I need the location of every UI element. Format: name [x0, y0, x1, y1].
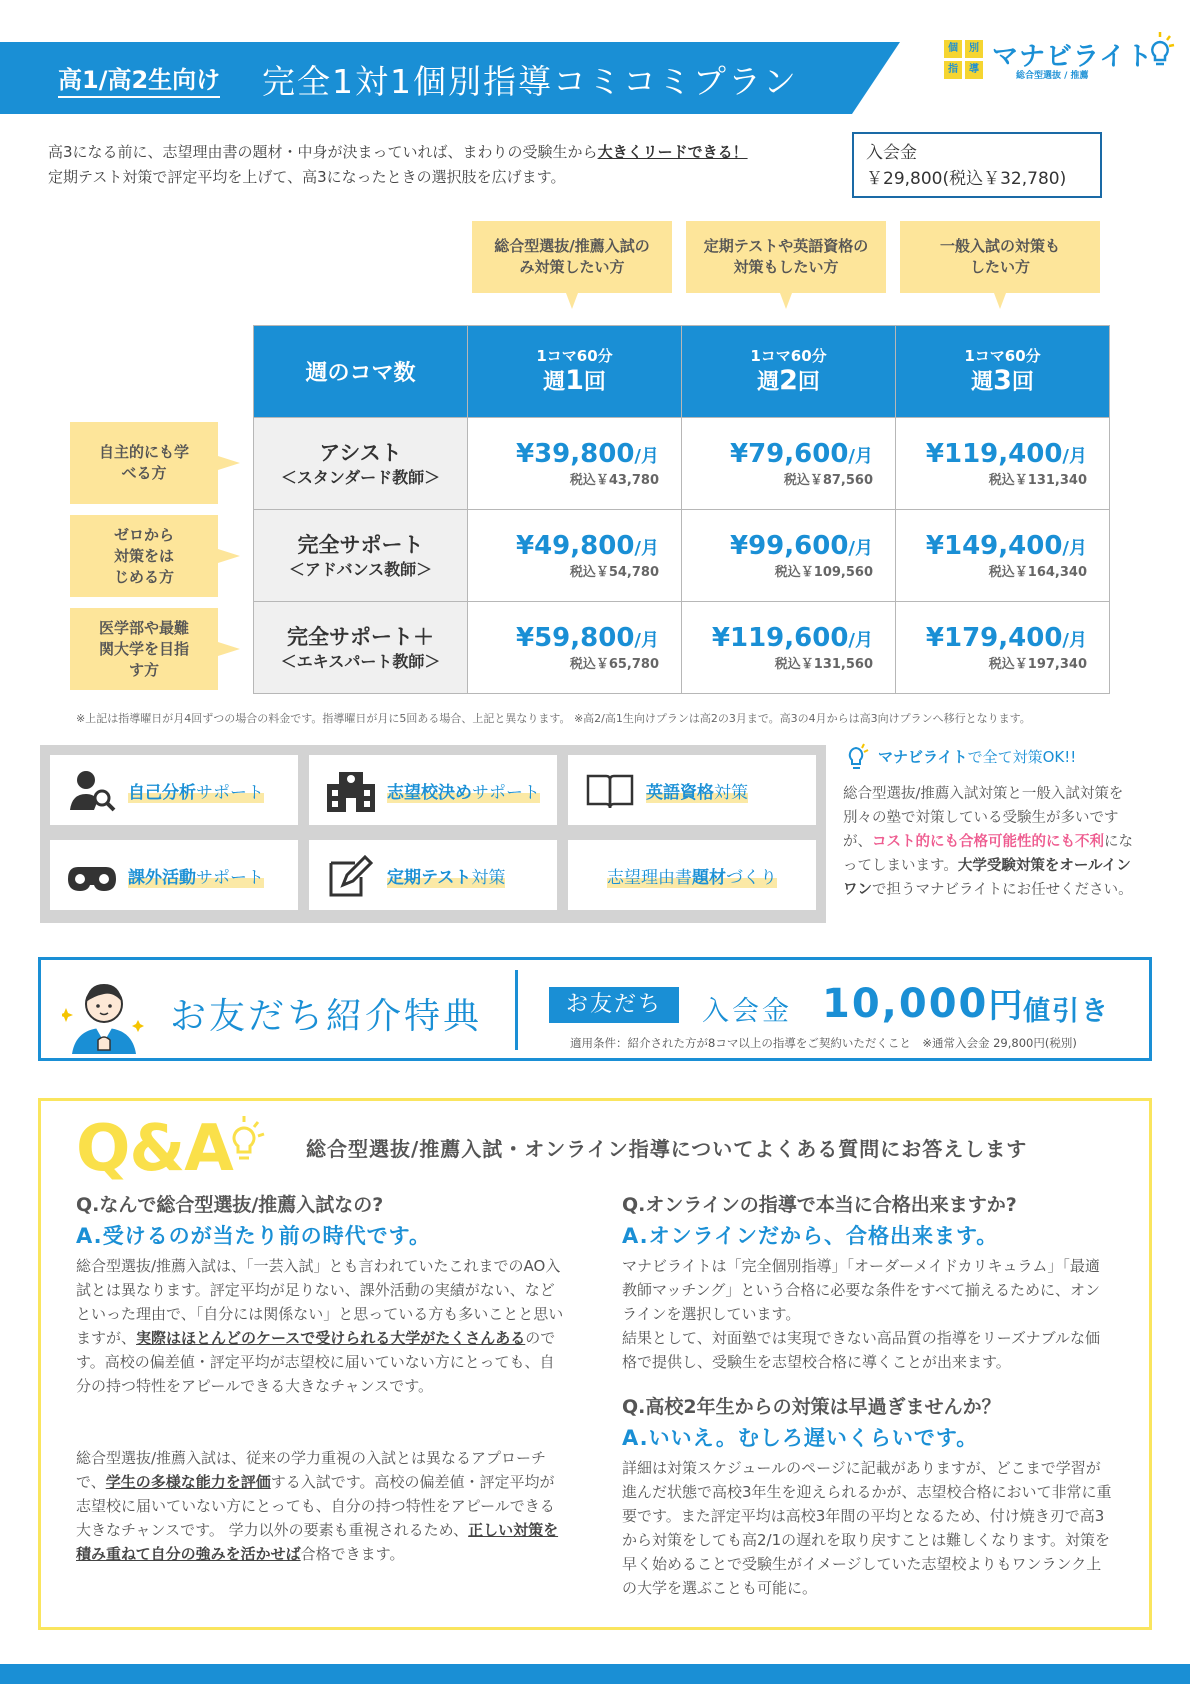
week-count: 3	[993, 364, 1012, 396]
side-text-bold: 大学受験対策をオールインワン	[843, 858, 1131, 898]
lightbulb-icon	[846, 740, 870, 772]
qa-heading: 総合型選抜/推薦入試・オンライン指導についてよくある質問にお答えします	[306, 1137, 1028, 1161]
column-callout	[900, 221, 1100, 293]
feature-label-rest: づくり	[726, 867, 777, 888]
qa-text: 総合型選抜/推薦入試は、従来の学力重視の入試とは異なるアプローチで、	[76, 1449, 547, 1491]
per-month: /月	[848, 630, 873, 651]
plan-name: 完全サポート＋	[287, 624, 434, 649]
price-tax: 税込￥164,340	[988, 565, 1087, 580]
brand-logo	[944, 32, 1174, 82]
price-tax: 税込￥131,560	[774, 657, 873, 672]
feature-extracurricular	[50, 840, 298, 910]
entrance-fee-value: ￥29,800(税込￥32,780)	[866, 169, 1067, 189]
book-icon	[582, 766, 638, 814]
week-label: 週	[971, 369, 994, 395]
per-month: /月	[1062, 446, 1087, 467]
price-tax: 税込￥131,340	[988, 473, 1087, 488]
feature-label	[128, 863, 264, 888]
price	[682, 622, 873, 657]
qa-text: のです。高校の偏差値・評定平均が志望校に届いていない方にとっても、自分の持つ特性をアピールできる大きなチャンスです。	[76, 1329, 556, 1395]
feature-statement-topic	[568, 840, 816, 910]
entrance-fee-box	[852, 132, 1102, 198]
plan-teacher: ＜エキスパート教師＞	[280, 651, 441, 671]
referral-divider	[515, 970, 518, 1050]
binoculars-icon	[64, 851, 120, 899]
price-cell	[682, 510, 896, 602]
price-value: ¥59,800	[516, 623, 635, 653]
side-heading	[878, 746, 1076, 767]
plan-name: アシスト	[319, 440, 402, 465]
price-tax: 税込￥65,780	[569, 657, 659, 672]
column-callout-text: 総合型選抜/推薦入試のみ対策したい方	[494, 237, 650, 276]
table-header-row	[254, 326, 1110, 418]
footer-bar	[0, 1664, 1190, 1684]
side-text: 総合型選抜/推薦入試対策と一般入試対策を別々の塾で対策している受験生が多いですが、	[843, 786, 1124, 850]
intro-text	[48, 140, 848, 190]
row-callout	[70, 608, 218, 690]
lightbulb-icon	[226, 1114, 268, 1168]
plan-cell	[254, 510, 468, 602]
table-corner	[254, 326, 468, 418]
week-label: 週	[543, 369, 566, 395]
price-value: ¥119,600	[711, 623, 849, 653]
referral-condition: 適用条件：紹介された方が8コマ以上の指導をご契約いただくこと ※通常入会金 29,800円(税別)	[570, 1036, 1077, 1050]
logo-tagline: 総合型選抜 / 推薦	[1016, 71, 1089, 81]
qa-text-underline: 実際はほとんどのケースで受けられる大学がたくさんある	[136, 1329, 526, 1347]
feature-label	[128, 778, 264, 803]
feature-label-rest: サポート	[196, 782, 264, 803]
per-month: /月	[1062, 630, 1087, 651]
qa-answer: A.受けるのが当たり前の時代です。	[76, 1224, 431, 1248]
table-row	[254, 602, 1110, 694]
column-frequency	[682, 366, 895, 398]
price-cell	[468, 602, 682, 694]
column-header	[468, 326, 682, 418]
building-icon	[323, 766, 379, 814]
column-unit: 1コマ60分	[964, 346, 1041, 365]
feature-label-bold: 自己分析	[128, 782, 196, 803]
column-header	[682, 326, 896, 418]
referral-discount: 値引き	[1023, 996, 1110, 1027]
side-text: で担うマナビライトにお任せください。	[872, 882, 1133, 898]
feature-regular-test	[309, 840, 557, 910]
price-cell	[896, 418, 1110, 510]
per-month: /月	[634, 630, 659, 651]
feature-self-analysis	[50, 755, 298, 825]
table-corner-label: 週のコマ数	[305, 361, 416, 386]
week-count: 1	[565, 364, 584, 396]
intro-highlight: 大きくリードできる！	[597, 143, 748, 161]
price-value: ¥79,600	[730, 439, 849, 469]
column-callout-text: 定期テストや英語資格の対策もしたい方	[703, 237, 869, 276]
price-tax: 税込￥87,560	[783, 473, 873, 488]
per-month: /月	[848, 446, 873, 467]
referral-amount	[822, 978, 1024, 1027]
price-cell	[896, 510, 1110, 602]
plan-teacher: ＜アドバンス教師＞	[288, 559, 433, 579]
feature-label-rest: 対策	[714, 782, 748, 803]
price-value: ¥39,800	[516, 439, 635, 469]
row-callout	[70, 422, 218, 504]
table-note: ※上記は指導曜日が月4回ずつの場合の料金です。指導曜日が月に5回ある場合、上記と異なります。 ※高2/高1生向けプランは高2の3月まで。高3の4月からは高3向けプランへ移行となります。	[76, 712, 1031, 725]
intro-line1: 高3になる前に、志望理由書の題材・中身が決まっていれば、まわりの受験生から	[48, 143, 598, 161]
feature-label	[607, 863, 777, 888]
qa-text-underline: 学生の多様な能力を評価	[105, 1473, 271, 1491]
logo-name: マナビライト	[992, 42, 1154, 72]
per-month: /月	[634, 446, 659, 467]
entrance-fee-label: 入会金	[866, 143, 917, 163]
feature-label-bold: 定期テスト	[387, 867, 472, 888]
feature-label	[387, 778, 540, 803]
referral-badge: お友だち	[549, 987, 679, 1023]
qa-question: Q.なんで総合型選抜/推薦入試なの?	[76, 1194, 384, 1216]
feature-english	[568, 755, 816, 825]
logo-tile: 指	[944, 61, 962, 79]
side-heading-rest: で全て対策OK!!	[967, 748, 1077, 766]
qa-text: 合格できます。	[300, 1545, 405, 1563]
price-table	[253, 325, 1110, 694]
pencil-icon	[323, 851, 379, 899]
price-value: ¥49,800	[516, 531, 635, 561]
qa-answer-body: マナビライトは「完全個別指導」「オーダーメイドカリキュラム」「最適教師マッチング」という合格に必要な条件をすべて揃えるために、オンラインを選択しています。 結果として、対面塾では実現できない高品質の指導をリーズナブルな価格で提供し、受験生を志望校合格に導くことが出来ます。	[622, 1257, 1101, 1371]
price-cell	[468, 418, 682, 510]
price	[896, 438, 1087, 473]
column-header	[896, 326, 1110, 418]
price-tax: 税込￥109,560	[774, 565, 873, 580]
week-label: 週	[757, 369, 780, 395]
feature-label	[387, 863, 505, 888]
price-cell	[896, 602, 1110, 694]
feature-label-bold: 志望校決め	[387, 782, 472, 803]
feature-label-bold: 課外活動	[128, 867, 196, 888]
per-month: /月	[848, 538, 873, 559]
referral-amount-value: 10,000	[822, 981, 989, 1027]
feature-label-rest: サポート	[472, 782, 540, 803]
person-illustration-icon	[62, 968, 146, 1054]
row-callout-text: ゼロから対策をはじめる方	[113, 525, 174, 586]
features-grid	[40, 745, 826, 923]
logo-tiles	[944, 40, 984, 80]
column-frequency	[468, 366, 681, 398]
column-unit: 1コマ60分	[750, 346, 827, 365]
price-tax: 税込￥197,340	[988, 657, 1087, 672]
qa-question: Q.高校2年生からの対策は早過ぎませんか？	[622, 1396, 1001, 1418]
price-cell	[682, 602, 896, 694]
price-cell	[468, 510, 682, 602]
week-suffix: 回	[797, 369, 820, 395]
price-value: ¥119,400	[925, 439, 1063, 469]
side-text: になってしまいます。	[843, 834, 1133, 874]
week-count: 2	[779, 364, 798, 396]
qa-text-underline: 正しい対策を積み重ねて自分の強みを活かせば	[76, 1521, 559, 1563]
price-value: ¥149,400	[925, 531, 1063, 561]
column-frequency	[896, 366, 1109, 398]
price	[468, 530, 659, 565]
row-callout-text: 医学部や最難関大学を目指す方	[98, 618, 189, 679]
referral-yen: 円	[988, 986, 1025, 1026]
plan-name: 完全サポート	[297, 532, 424, 557]
feature-label-bold: 題材	[692, 867, 726, 888]
side-text-highlight: コスト的にも合格可能性的にも不利	[872, 834, 1104, 850]
price-tax: 税込￥43,780	[569, 473, 659, 488]
logo-tile: 個	[944, 40, 962, 58]
logo-tile: 別	[965, 40, 983, 58]
per-month: /月	[1062, 538, 1087, 559]
feature-label-pre: 志望理由書	[607, 867, 692, 888]
intro-line2: 定期テスト対策で評定平均を上げて、高3になったときの選択肢を広げます。	[48, 168, 566, 186]
column-unit: 1コマ60分	[536, 346, 613, 365]
side-heading-brand: マナビライト	[878, 748, 968, 766]
feature-school-choice	[309, 755, 557, 825]
price-tax: 税込￥54,780	[569, 565, 659, 580]
qa-text: する入試です。高校の偏差値・評定平均が志望校に届いていない方にとっても、自分の持つ特性をアピールできる大きなチャンスです。 学力以外の要素も重視されるため、	[76, 1473, 555, 1539]
price	[896, 622, 1087, 657]
column-callout	[472, 221, 672, 293]
qa-logo: Q&A	[76, 1112, 233, 1186]
referral-fee-label: 入会金	[702, 996, 792, 1027]
side-body	[843, 782, 1143, 902]
price	[896, 530, 1087, 565]
feature-label	[646, 778, 748, 803]
page-title: 完全1対1個別指導コミコミプラン	[262, 62, 798, 101]
lightbulb-icon	[1144, 30, 1176, 70]
row-callout	[70, 515, 218, 597]
logo-tile: 導	[965, 61, 983, 79]
price-value: ¥99,600	[730, 531, 849, 561]
price	[468, 438, 659, 473]
feature-label-rest: サポート	[196, 867, 264, 888]
self-analysis-icon	[64, 766, 120, 814]
plan-cell	[254, 418, 468, 510]
price-cell	[682, 418, 896, 510]
referral-title: お友だち紹介特典	[170, 996, 483, 1037]
target-grade-label: 高1/高2生向け	[58, 60, 220, 98]
week-suffix: 回	[1011, 369, 1034, 395]
qa-answer-body	[76, 1254, 566, 1398]
table-row	[254, 510, 1110, 602]
week-suffix: 回	[583, 369, 606, 395]
qa-question: Q.オンラインの指導で本当に合格出来ますか?	[622, 1194, 1017, 1216]
price	[682, 438, 873, 473]
qa-answer-body	[76, 1446, 566, 1566]
qa-answer: A.いいえ。むしろ遅いくらいです。	[622, 1426, 979, 1450]
column-callout	[686, 221, 886, 293]
column-callout-text: 一般入試の対策もしたい方	[939, 237, 1060, 276]
qa-answer: A.オンラインだから、合格出来ます。	[622, 1224, 999, 1248]
price	[682, 530, 873, 565]
per-month: /月	[634, 538, 659, 559]
feature-label-bold: 英語資格	[646, 782, 714, 803]
qa-answer-body: 詳細は対策スケジュールのページに記載がありますが、どこまで学習が進んだ状態で高校3年生を迎えられるかが、志望校合格において非常に重要です。また評定平均は高校3年間の平均となるため、付け焼き刃で高3から対策をしても高2/1の遅れを取り戻すことは難しくなります。対策を早く始めることで受験生がイメージしていた志望校よりもワンランク上の大学を選ぶことも可能に。	[622, 1459, 1112, 1597]
price	[468, 622, 659, 657]
feature-label-rest: 対策	[471, 867, 506, 888]
table-row	[254, 418, 1110, 510]
row-callout-text: 自主的にも学べる方	[99, 443, 190, 482]
price-value: ¥179,400	[925, 623, 1063, 653]
plan-teacher: ＜スタンダード教師＞	[280, 467, 441, 487]
plan-cell	[254, 602, 468, 694]
qa-text: 総合型選抜/推薦入試は、「一芸入試」とも言われていたこれまでのAO入試とは異なります。評定平均が足りない、課外活動の実績がない、などといった理由で、「自分には関係ない」と思っている方も多いことと思いますが、	[76, 1257, 564, 1347]
